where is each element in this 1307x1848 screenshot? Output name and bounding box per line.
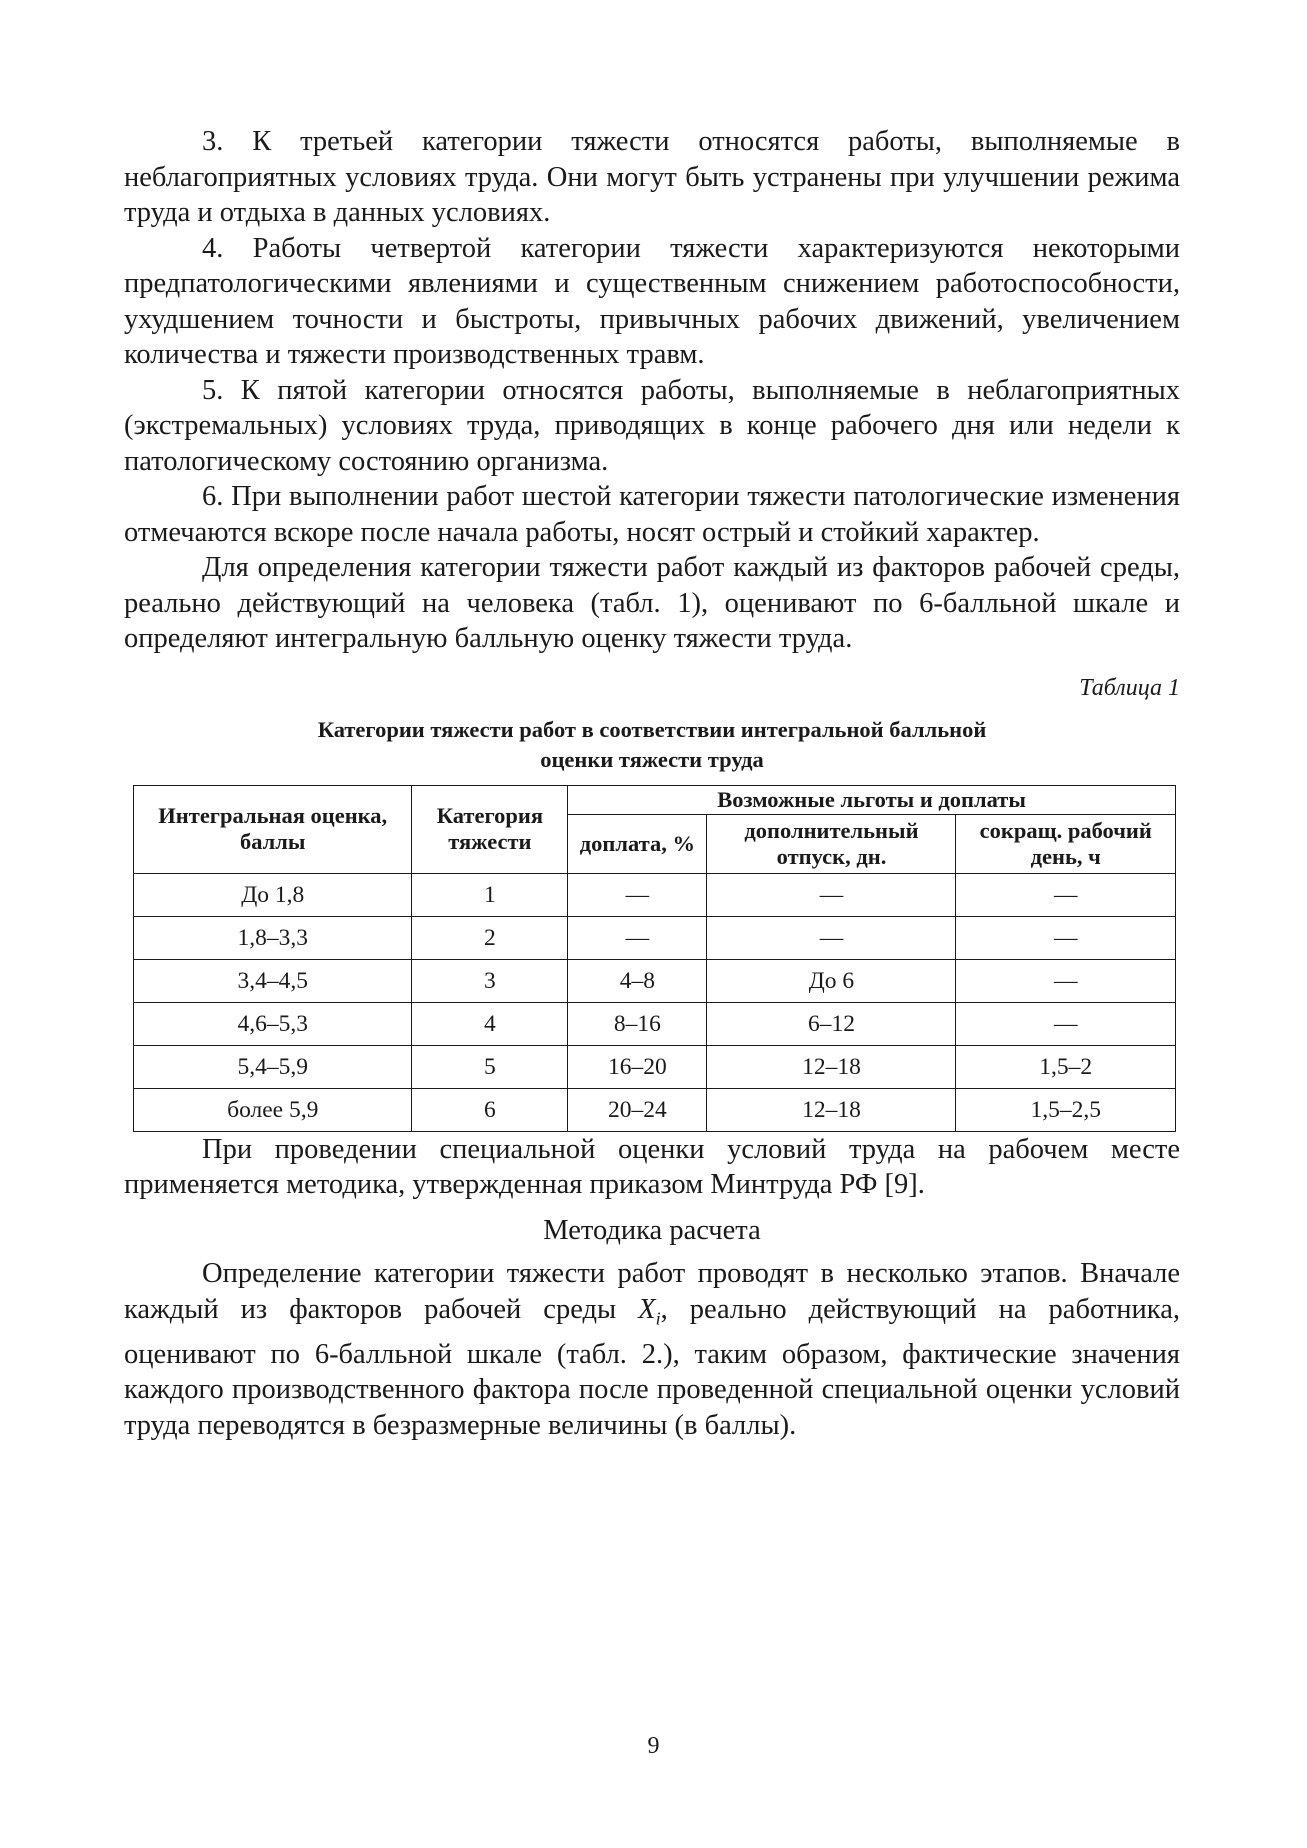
table-number: Таблица 1	[1079, 674, 1180, 701]
table-title-line-1: Категории тяжести работ в соответствии интегральной балльной	[317, 716, 987, 742]
table-row	[134, 1002, 1176, 1045]
header-integral-score: Интегральная оценка, баллы	[134, 785, 412, 873]
cell-category: 5	[412, 1045, 568, 1088]
cell-category: 1	[412, 873, 568, 916]
cell-extra-leave: —	[707, 916, 956, 959]
header-surcharge: доплата, %	[568, 814, 707, 873]
cell-category: 6	[412, 1088, 568, 1131]
cell-extra-leave: 6–12	[707, 1002, 956, 1045]
severity-categories-table	[133, 785, 1176, 1132]
cell-score: 5,4–5,9	[134, 1045, 412, 1088]
variable-x: X	[638, 1293, 656, 1325]
paragraph-text-part-1: Определение категории тяжести работ проводят в несколько этапов. Вначале каждый из факторов рабочей среды	[124, 1258, 1180, 1325]
cell-reduced-workday: —	[956, 959, 1176, 1002]
header-reduced-workday: сокращ. рабочий день, ч	[956, 814, 1176, 873]
paragraph-category-5: 5. К пятой категории относятся работы, выполняемые в неблагоприятных (экстремальных) условиях труда, приводящих в конце рабочего дня или недели к патологическому состоянию организма.	[124, 374, 1180, 477]
cell-reduced-workday: —	[956, 873, 1176, 916]
cell-score: 3,4–4,5	[134, 959, 412, 1002]
paragraph-text-part-2: , реально действующий на работника, оценивают по 6-балльной шкале (табл. 2.), таким образом, фактические значения каждого производственного фактора после проведенной специальной оценки условий труда переводятся в безразмерные величины (в баллы).	[124, 1293, 1180, 1441]
table-row	[134, 1045, 1176, 1088]
page-content	[124, 124, 1180, 1443]
table-row	[134, 873, 1176, 916]
table-row	[134, 916, 1176, 959]
cell-category: 3	[412, 959, 568, 1002]
cell-extra-leave: До 6	[707, 959, 956, 1002]
cell-score: 1,8–3,3	[134, 916, 412, 959]
cell-surcharge: 16–20	[568, 1045, 707, 1088]
cell-category: 2	[412, 916, 568, 959]
cell-reduced-workday: 1,5–2,5	[956, 1088, 1176, 1131]
cell-extra-leave: 12–18	[707, 1088, 956, 1131]
cell-reduced-workday: —	[956, 916, 1176, 959]
page-number: 9	[647, 1733, 660, 1759]
table-row	[134, 1088, 1176, 1131]
table-title-line-2: оценки тяжести труда	[540, 746, 764, 772]
cell-surcharge: 4–8	[568, 959, 707, 1002]
cell-reduced-workday: —	[956, 1002, 1176, 1045]
cell-extra-leave: —	[707, 873, 956, 916]
table-row	[134, 959, 1176, 1002]
paragraph-category-3: 3. К третьей категории тяжести относятся работы, выполняемые в неблагоприятных условиях труда. Они могут быть устранены при улучшении режима труда и отдыха в данных условиях.	[124, 126, 1180, 228]
cell-reduced-workday: 1,5–2	[956, 1045, 1176, 1088]
paragraph-assessment-intro: Для определения категории тяжести работ каждый из факторов рабочей среды, реально действующий на человека (табл. 1), оценивают по 6-балльной шкале и определяют интегральную балльную оценку тяжести труда.	[124, 552, 1180, 654]
header-severity-category: Категория тяжести	[412, 785, 568, 873]
cell-score: более 5,9	[134, 1088, 412, 1131]
cell-surcharge: 20–24	[568, 1088, 707, 1131]
paragraph-methodology-reference: При проведении специальной оценки условий труда на рабочем месте применяется методика, утвержденная приказом Минтруда РФ [9].	[124, 1133, 1180, 1200]
cell-extra-leave: 12–18	[707, 1045, 956, 1088]
section-heading: Методика расчета	[543, 1214, 761, 1246]
cell-score: 4,6–5,3	[134, 1002, 412, 1045]
paragraph-category-4: 4. Работы четвертой категории тяжести характеризуются некоторыми предпатологическими явлениями и существенным снижением работоспособности, ухудшением точности и быстроты, привычных рабочих движений, увеличением количества и тяжести производственных травм.	[124, 232, 1180, 370]
paragraph-category-6: 6. При выполнении работ шестой категории тяжести патологические изменения отмечаются вскоре после начала работы, носят острый и стойкий характер.	[124, 481, 1180, 548]
cell-score: До 1,8	[134, 873, 412, 916]
header-extra-leave: дополнительный отпуск, дн.	[707, 814, 956, 873]
variable-subscript: i	[655, 1308, 661, 1329]
table-title	[124, 715, 1180, 775]
paragraph-calculation-steps	[124, 1256, 1180, 1443]
cell-surcharge: —	[568, 873, 707, 916]
cell-category: 4	[412, 1002, 568, 1045]
header-benefits-group: Возможные льготы и доплаты	[568, 785, 1176, 814]
cell-surcharge: —	[568, 916, 707, 959]
cell-surcharge: 8–16	[568, 1002, 707, 1045]
